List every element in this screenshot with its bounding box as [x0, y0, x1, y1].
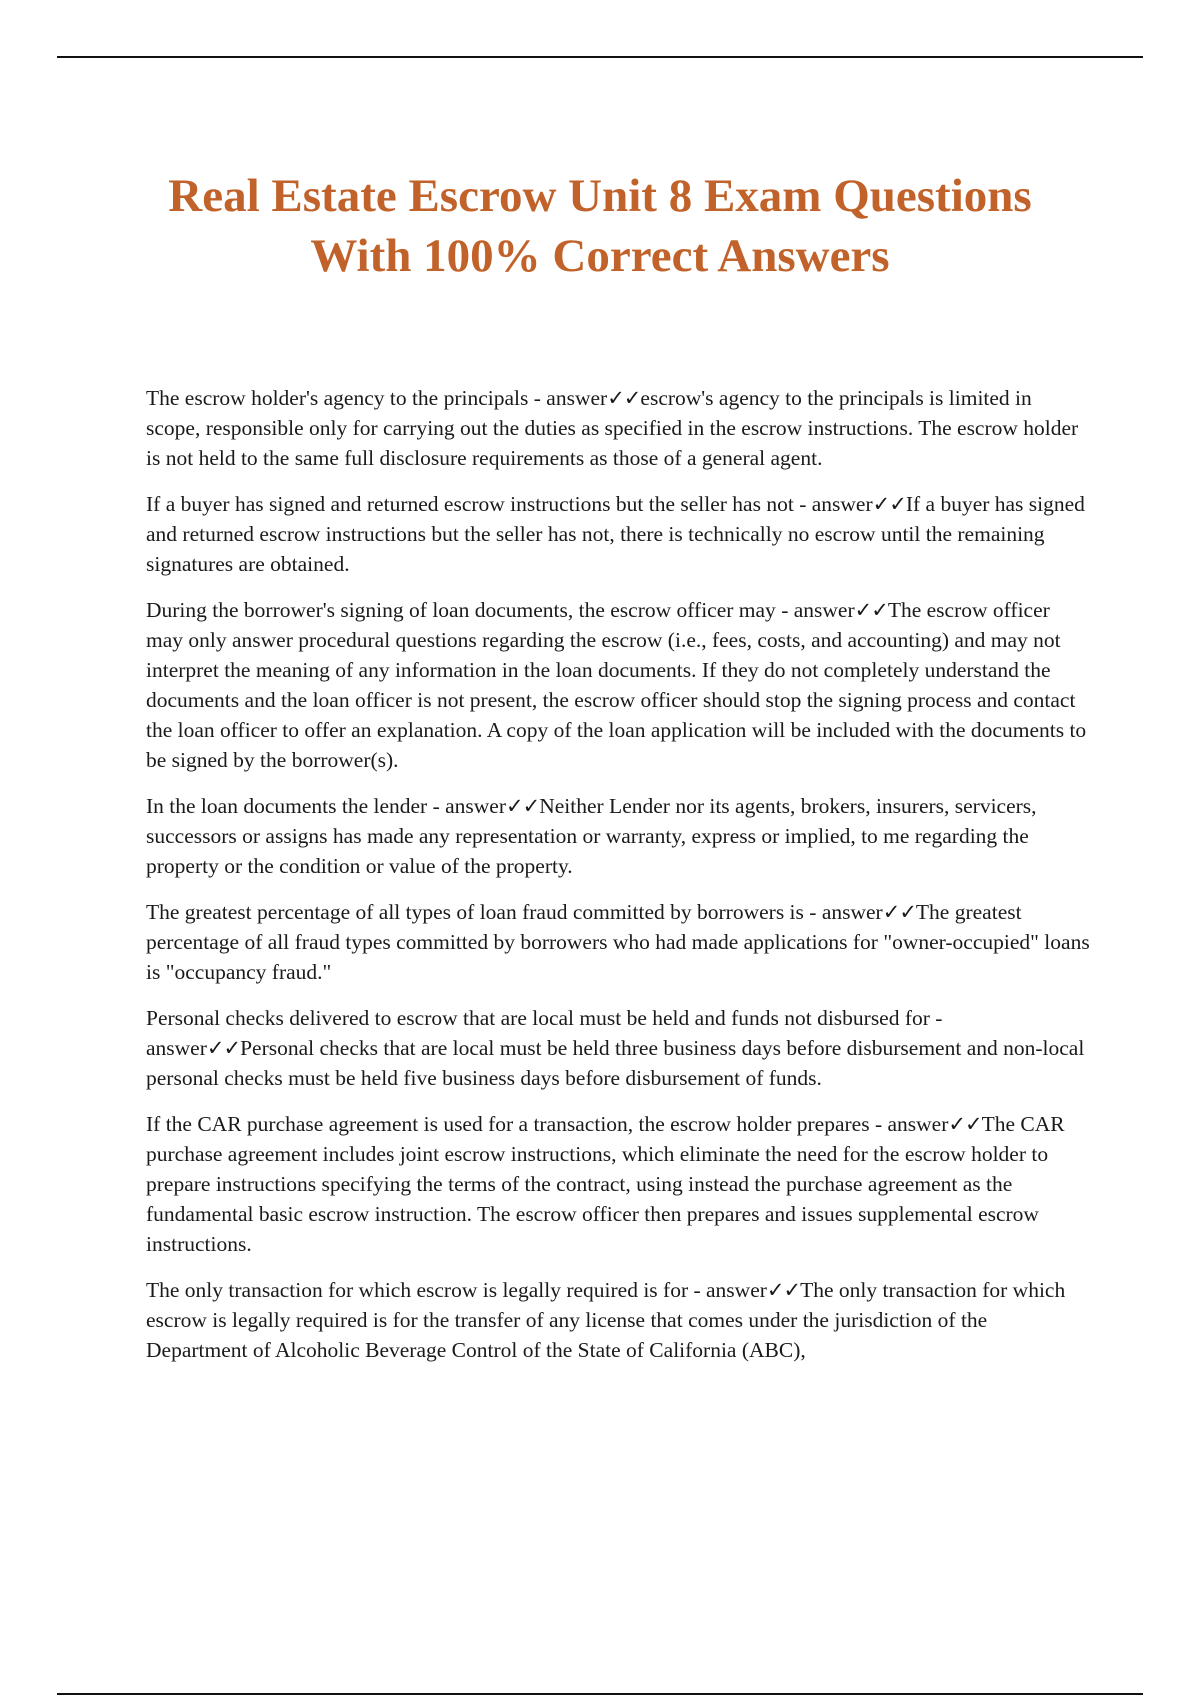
check-icon: ✓✓: [766, 1278, 801, 1302]
answer-separator: - answer: [427, 794, 507, 818]
answer-text: The CAR purchase agreement includes joint escrow instructions, which eliminate the need for the escrow holder to prepare instructions specifying the terms of the contract, using instead the purchase agreement as the fundamental basic escrow instruction. The escrow officer then prepares and issues supplemental escrow instructions.: [146, 1112, 1065, 1256]
question-text: If the CAR purchase agreement is used for a transaction, the escrow holder prepares: [146, 1112, 870, 1136]
answer-separator: - answer: [688, 1278, 767, 1302]
qa-item: [146, 1275, 1091, 1365]
document-title: Real Estate Escrow Unit 8 Exam Questions With 100% Correct Answers: [168, 170, 1032, 282]
answer-text: Personal checks that are local must be held three business days before disbursement and non-local personal checks must be held five business days before disbursement of funds.: [146, 1036, 1085, 1090]
check-icon: ✓✓: [607, 386, 641, 410]
qa-item: [146, 1109, 1091, 1259]
qa-item: [146, 489, 1091, 579]
check-icon: ✓✓: [506, 794, 540, 818]
question-text: The greatest percentage of all types of loan fraud committed by borrowers is: [146, 900, 804, 924]
qa-item: [146, 1003, 1091, 1093]
answer-separator: - answer: [528, 386, 608, 410]
question-text: Personal checks delivered to escrow that are local must be held and funds not disbursed for: [146, 1006, 930, 1030]
check-icon: ✓✓: [872, 492, 906, 516]
answer-text: If a buyer has signed and returned escrow instructions but the seller has not, there is technically no escrow until the remaining signatures are obtained.: [146, 492, 1085, 576]
check-icon: ✓✓: [948, 1112, 982, 1136]
answer-text: The only transaction for which escrow is legally required is for the transfer of any license that comes under the jurisdiction of the Department of Alcoholic Beverage Control of the State of California (ABC),: [146, 1278, 1066, 1362]
question-text: During the borrower's signing of loan documents, the escrow officer may: [146, 598, 776, 622]
answer-text: escrow's agency to the principals is limited in scope, responsible only for carrying out the duties as specified in the escrow instructions. The escrow holder is not held to the same full disclosure requirements as those of a general agent.: [146, 386, 1079, 470]
answer-text: Neither Lender nor its agents, brokers, insurers, servicers, successors or assigns has made any representation or warranty, express or implied, to me regarding the property or the condition or value of the property.: [146, 794, 1037, 878]
answer-text: The greatest percentage of all fraud types committed by borrowers who had made applications for "owner-occupied" loans is "occupancy fraud.": [146, 900, 1090, 984]
qa-item: [146, 595, 1091, 775]
answer-separator: - answer: [146, 1006, 943, 1060]
qa-item: [146, 383, 1091, 473]
answer-separator: - answer: [803, 900, 883, 924]
bottom-rule: [57, 1693, 1143, 1695]
answer-separator: - answer: [869, 1112, 949, 1136]
answer-separator: - answer: [793, 492, 873, 516]
answer-text: The escrow officer may only answer procedural questions regarding the escrow (i.e., fees, costs, and accounting) and may not interpret the meaning of any information in the loan documents. If they do not completely understand the documents and the loan officer is not present, the escrow officer should stop the signing process and contact the loan officer to offer an explanation. A copy of the loan application will be included with the documents to be signed by the borrower(s).: [146, 598, 1087, 772]
qa-list: [146, 383, 1091, 1381]
qa-item: [146, 791, 1091, 881]
check-icon: ✓✓: [854, 598, 888, 622]
top-rule: [57, 56, 1143, 58]
question-text: If a buyer has signed and returned escrow instructions but the seller has not: [146, 492, 794, 516]
question-text: The escrow holder's agency to the principals: [146, 386, 529, 410]
answer-separator: - answer: [775, 598, 855, 622]
check-icon: ✓✓: [206, 1036, 241, 1060]
qa-item: [146, 897, 1091, 987]
question-text: In the loan documents the lender: [146, 794, 428, 818]
check-icon: ✓✓: [882, 900, 916, 924]
question-text: The only transaction for which escrow is legally required is for: [146, 1278, 689, 1302]
